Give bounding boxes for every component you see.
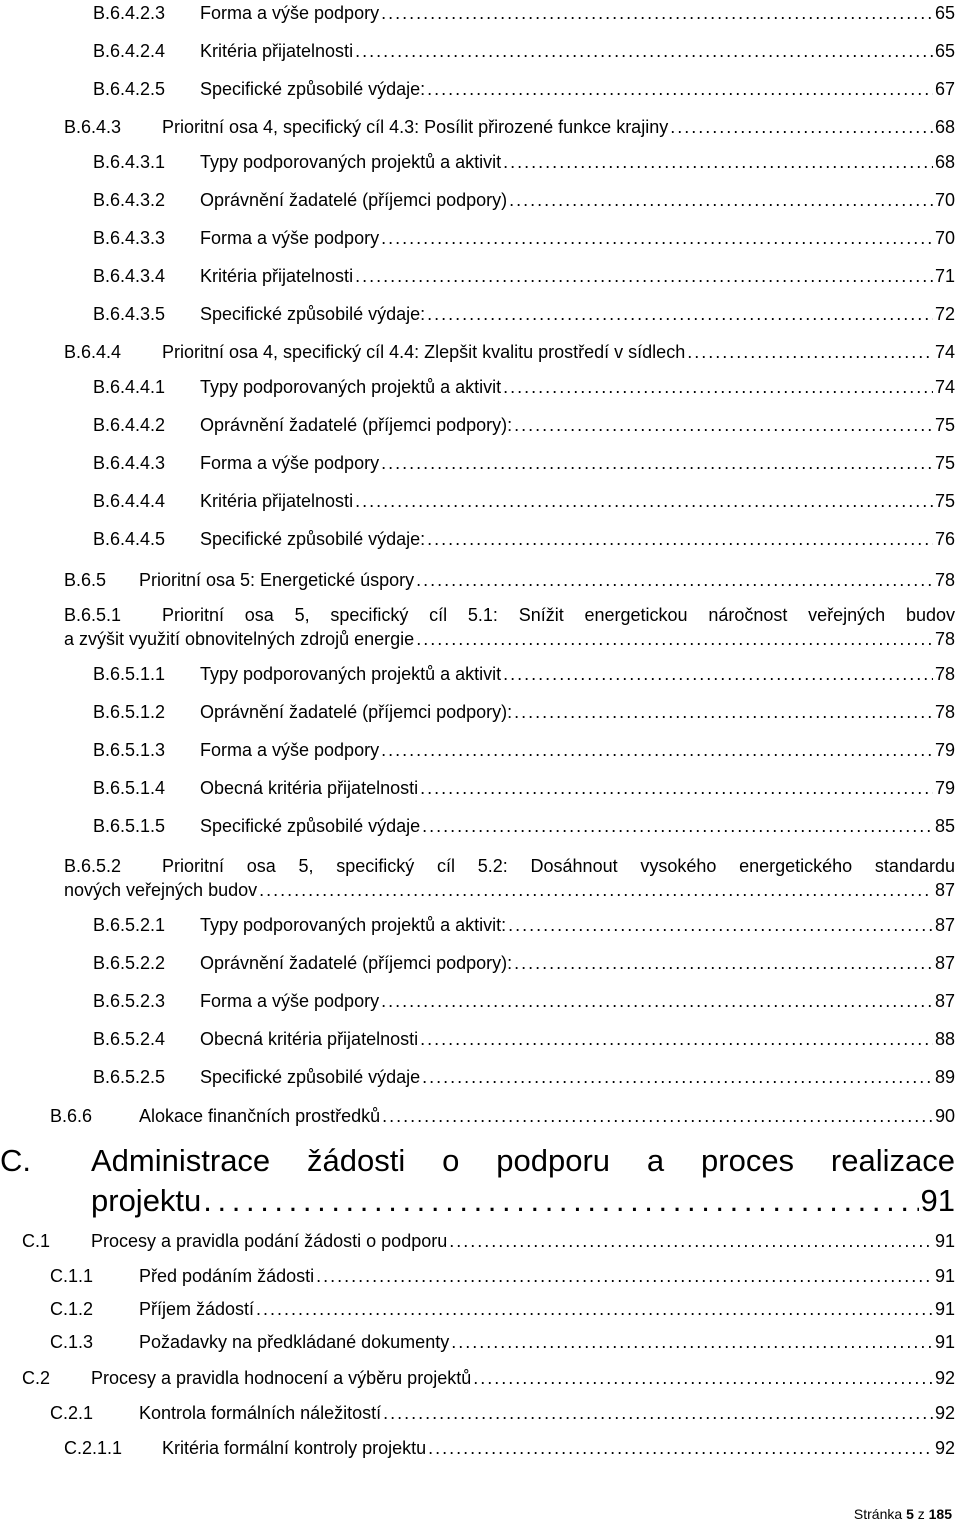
toc-entry-page: 76 bbox=[934, 529, 955, 549]
toc-entry-number: B.6.4.4 bbox=[64, 342, 122, 362]
toc-dot-leader bbox=[381, 226, 933, 250]
toc-entry-title: Administrace žádosti o podporu a proces realizace bbox=[91, 1143, 955, 1178]
toc-entry-title-continued: projektu bbox=[91, 1183, 202, 1218]
toc-entry[interactable] bbox=[0, 375, 960, 399]
toc-dot-leader bbox=[514, 700, 933, 724]
toc-entry-number: B.6.4.4.2 bbox=[93, 415, 166, 435]
toc-entry-title-continued: nových veřejných budov bbox=[64, 880, 258, 900]
toc-entry-page: 75 bbox=[934, 415, 955, 435]
toc-entry[interactable] bbox=[0, 302, 960, 326]
toc-dot-leader bbox=[427, 302, 933, 326]
toc-entry-title: Prioritní osa 5, specifický cíl 5.2: Dosáhnout vysokého energetického standardu bbox=[162, 856, 955, 876]
toc-entry-title: Obecná kritéria přijatelnosti bbox=[200, 1029, 419, 1049]
toc-entry-title: Procesy a pravidla podání žádosti o podporu bbox=[91, 1231, 448, 1251]
toc-entry-title: Prioritní osa 5: Energetické úspory bbox=[139, 570, 415, 590]
toc-entry-title: Specifické způsobilé výdaje: bbox=[200, 304, 426, 324]
toc-entry-number: C.2.1.1 bbox=[64, 1438, 123, 1458]
toc-dot-leader bbox=[355, 489, 933, 513]
toc-dot-leader bbox=[355, 264, 933, 288]
toc-entry-title: Prioritní osa 4, specifický cíl 4.3: Posílit přirozené funkce krajiny bbox=[162, 117, 669, 137]
toc-entry-title: Oprávnění žadatelé (příjemci podpory): bbox=[200, 702, 513, 722]
toc-entry-page: 65 bbox=[934, 41, 955, 61]
toc-entry-title: Forma a výše podpory bbox=[200, 453, 380, 473]
toc-entry-title: Forma a výše podpory bbox=[200, 991, 380, 1011]
toc-dot-leader bbox=[427, 77, 933, 101]
toc-entry-page: 70 bbox=[934, 228, 955, 248]
toc-entry-title: Kritéria přijatelnosti bbox=[200, 41, 354, 61]
toc-entry-number: B.6.5.1.4 bbox=[93, 778, 166, 798]
toc-entry[interactable] bbox=[0, 527, 960, 551]
toc-dot-leader bbox=[381, 451, 933, 475]
toc-entry-page: 78 bbox=[934, 570, 955, 590]
toc-entry-page: 87 bbox=[934, 991, 955, 1011]
toc-entry-page: 65 bbox=[934, 3, 955, 23]
toc-entry-number: B.6.5.2.3 bbox=[93, 991, 166, 1011]
toc-entry[interactable] bbox=[0, 1264, 960, 1288]
toc-entry-page: 92 bbox=[934, 1403, 955, 1423]
toc-entry-page: 74 bbox=[934, 342, 955, 362]
toc-dot-leader bbox=[428, 1436, 933, 1460]
toc-entry-title: Specifické způsobilé výdaje bbox=[200, 1067, 421, 1087]
toc-entry[interactable] bbox=[0, 1436, 960, 1460]
toc-dot-leader bbox=[422, 1065, 933, 1089]
toc-entry-page: 91 bbox=[920, 1183, 955, 1218]
toc-entry[interactable] bbox=[0, 1, 960, 25]
toc-entry-title: Specifické způsobilé výdaje bbox=[200, 816, 421, 836]
toc-entry[interactable] bbox=[0, 1229, 960, 1253]
toc-entry-title: Obecná kritéria přijatelnosti bbox=[200, 778, 419, 798]
toc-entry-title: Požadavky na předkládané dokumenty bbox=[139, 1332, 450, 1352]
toc-entry-number: B.6.4.3.5 bbox=[93, 304, 166, 324]
toc-dot-leader bbox=[381, 1, 933, 25]
toc-dot-leader bbox=[256, 1297, 933, 1321]
toc-entry-number: B.6.5.2.5 bbox=[93, 1067, 166, 1087]
toc-entry-page: 87 bbox=[934, 953, 955, 973]
toc-dot-leader bbox=[416, 568, 933, 592]
toc-entry-number: C.2 bbox=[22, 1368, 51, 1388]
toc-dot-leader bbox=[422, 814, 933, 838]
toc-entry[interactable] bbox=[0, 451, 960, 475]
toc-dot-leader bbox=[427, 527, 933, 551]
toc-entry-number: B.6.4.3.2 bbox=[93, 190, 166, 210]
toc-entry-page: 91 bbox=[934, 1299, 955, 1319]
toc-entry-number: B.6.4.2.3 bbox=[93, 3, 166, 23]
toc-dot-leader bbox=[451, 1330, 933, 1354]
toc-dot-leader bbox=[503, 375, 933, 399]
toc-entry-page: 71 bbox=[934, 266, 955, 286]
toc-entry[interactable] bbox=[0, 854, 960, 900]
toc-entry-number: C.1.3 bbox=[50, 1332, 94, 1352]
toc-entry-page: 87 bbox=[934, 915, 955, 935]
toc-entry[interactable] bbox=[0, 489, 960, 513]
toc-entry-title: Specifické způsobilé výdaje: bbox=[200, 79, 426, 99]
toc-entry-title: Procesy a pravidla hodnocení a výběru projektů bbox=[91, 1368, 472, 1388]
toc-dot-leader bbox=[514, 951, 933, 975]
toc-entry-title: Forma a výše podpory bbox=[200, 3, 380, 23]
toc-entry[interactable] bbox=[0, 1297, 960, 1321]
toc-entry-title: Typy podporovaných projektů a aktivit bbox=[200, 377, 502, 397]
toc-dot-leader bbox=[420, 776, 933, 800]
toc-entry-page: 72 bbox=[934, 304, 955, 324]
toc-entry[interactable] bbox=[0, 413, 960, 437]
toc-entry[interactable] bbox=[0, 1142, 960, 1222]
toc-entry[interactable] bbox=[0, 264, 960, 288]
toc-entry-page: 74 bbox=[934, 377, 955, 397]
toc-entry[interactable] bbox=[0, 115, 960, 139]
toc-entry-page: 90 bbox=[934, 1106, 955, 1126]
toc-entry-page: 87 bbox=[934, 880, 955, 900]
toc-entry-page: 79 bbox=[934, 778, 955, 798]
toc-entry-number: B.6.4.4.3 bbox=[93, 453, 166, 473]
toc-entry[interactable] bbox=[0, 662, 960, 686]
toc-entry-title: Kontrola formálních náležitostí bbox=[139, 1403, 382, 1423]
toc-dot-leader bbox=[449, 1229, 933, 1253]
toc-entry[interactable] bbox=[0, 1330, 960, 1354]
toc-entry-number: B.6.5.2.2 bbox=[93, 953, 166, 973]
toc-entry-number: B.6.4.3.4 bbox=[93, 266, 166, 286]
toc-dot-leader bbox=[383, 1401, 933, 1425]
toc-entry[interactable] bbox=[0, 603, 960, 649]
toc-entry-title: Forma a výše podpory bbox=[200, 740, 380, 760]
toc-dot-leader bbox=[503, 150, 933, 174]
toc-entry[interactable] bbox=[0, 913, 960, 937]
toc-dot-leader bbox=[670, 115, 933, 139]
toc-entry[interactable] bbox=[0, 1104, 960, 1128]
toc-dot-leader bbox=[473, 1366, 933, 1390]
toc-dot-leader bbox=[381, 989, 933, 1013]
toc-entry-number: C.1.1 bbox=[50, 1266, 94, 1286]
toc-entry-number: B.6.4.3 bbox=[64, 117, 122, 137]
toc-entry[interactable] bbox=[0, 1027, 960, 1051]
toc-entry-page: 79 bbox=[934, 740, 955, 760]
toc-entry[interactable] bbox=[0, 951, 960, 975]
toc-entry-number: B.6.5.2.1 bbox=[93, 915, 166, 935]
toc-entry-number: B.6.5.1.2 bbox=[93, 702, 166, 722]
toc-entry-page: 68 bbox=[934, 117, 955, 137]
toc-entry-page: 91 bbox=[934, 1266, 955, 1286]
toc-entry[interactable] bbox=[0, 340, 960, 364]
toc-entry[interactable] bbox=[0, 568, 960, 592]
toc-entry-number: B.6.4.2.4 bbox=[93, 41, 166, 61]
toc-entry[interactable] bbox=[0, 1065, 960, 1089]
toc-entry[interactable] bbox=[0, 1366, 960, 1390]
toc-entry-title: Specifické způsobilé výdaje: bbox=[200, 529, 426, 549]
toc-dot-leader bbox=[509, 188, 933, 212]
toc-entry-page: 92 bbox=[934, 1368, 955, 1388]
toc-entry-number: C.1.2 bbox=[50, 1299, 94, 1319]
footer-separator: z bbox=[917, 1506, 925, 1522]
toc-entry[interactable] bbox=[0, 1401, 960, 1425]
toc-entry-number: B.6.5.1.3 bbox=[93, 740, 166, 760]
toc-entry-number: B.6.5.2.4 bbox=[93, 1029, 166, 1049]
footer-current-page: 5 bbox=[906, 1506, 914, 1522]
toc-entry-page: 75 bbox=[934, 453, 955, 473]
toc-dot-leader bbox=[687, 340, 933, 364]
toc-entry-number: C.2.1 bbox=[50, 1403, 94, 1423]
toc-entry-title: Oprávnění žadatelé (příjemci podpory): bbox=[200, 415, 513, 435]
toc-entry-page: 89 bbox=[934, 1067, 955, 1087]
toc-entry-title: Typy podporovaných projektů a aktivit bbox=[200, 152, 502, 172]
page-footer bbox=[854, 1505, 952, 1523]
toc-entry-title: Kritéria formální kontroly projektu bbox=[162, 1438, 427, 1458]
toc-entry-number: B.6.4.3.1 bbox=[93, 152, 166, 172]
toc-entry-number: B.6.4.2.5 bbox=[93, 79, 166, 99]
toc-entry-number: B.6.4.3.3 bbox=[93, 228, 166, 248]
toc-entry-page: 91 bbox=[934, 1231, 955, 1251]
toc-dot-leader bbox=[381, 738, 933, 762]
toc-entry-title-continued: a zvýšit využití obnovitelných zdrojů energie bbox=[64, 629, 415, 649]
toc-entry-title: Typy podporovaných projektů a aktivit: bbox=[200, 915, 507, 935]
toc-entry-number: B.6.6 bbox=[50, 1106, 93, 1126]
toc-entry-number: B.6.5 bbox=[64, 570, 107, 590]
toc-entry[interactable] bbox=[0, 776, 960, 800]
toc-dot-leader bbox=[259, 878, 933, 902]
toc-entry-title: Typy podporovaných projektů a aktivit bbox=[200, 664, 502, 684]
toc-entry-number: B.6.5.1 bbox=[64, 605, 122, 625]
toc-entry-page: 78 bbox=[934, 629, 955, 649]
toc-entry-number: B.6.4.4.1 bbox=[93, 377, 166, 397]
toc-entry[interactable] bbox=[0, 150, 960, 174]
toc-entry-title: Alokace finančních prostředků bbox=[139, 1106, 381, 1126]
toc-dot-leader bbox=[203, 1182, 918, 1220]
toc-entry-title: Kritéria přijatelnosti bbox=[200, 491, 354, 511]
toc-entry-page: 68 bbox=[934, 152, 955, 172]
toc-entry-page: 78 bbox=[934, 664, 955, 684]
toc-dot-leader bbox=[514, 413, 933, 437]
toc-entry-title: Prioritní osa 5, specifický cíl 5.1: Snížit energetickou náročnost veřejných budov bbox=[162, 605, 955, 625]
toc-entry[interactable] bbox=[0, 39, 960, 63]
toc-entry-title: Prioritní osa 4, specifický cíl 4.4: Zlepšit kvalitu prostředí v sídlech bbox=[162, 342, 686, 362]
toc-entry-page: 88 bbox=[934, 1029, 955, 1049]
toc-entry-title: Oprávnění žadatelé (příjemci podpory) bbox=[200, 190, 508, 210]
toc-dot-leader bbox=[420, 1027, 933, 1051]
toc-entry[interactable] bbox=[0, 77, 960, 101]
toc-dot-leader bbox=[416, 627, 933, 651]
toc-entry[interactable] bbox=[0, 700, 960, 724]
toc-entry-page: 91 bbox=[934, 1332, 955, 1352]
toc-entry-number: B.6.5.1.1 bbox=[93, 664, 166, 684]
toc-entry-number: B.6.5.2 bbox=[64, 856, 122, 876]
footer-total-pages: 185 bbox=[928, 1506, 952, 1522]
toc-entry-page: 78 bbox=[934, 702, 955, 722]
toc-entry-page: 92 bbox=[934, 1438, 955, 1458]
toc-entry-number: B.6.4.4.5 bbox=[93, 529, 166, 549]
footer-label: Stránka bbox=[853, 1506, 903, 1522]
toc-entry-title: Před podáním žádosti bbox=[139, 1266, 315, 1286]
toc-entry[interactable] bbox=[0, 226, 960, 250]
toc-dot-leader bbox=[316, 1264, 933, 1288]
toc-entry-title: Kritéria přijatelnosti bbox=[200, 266, 354, 286]
toc-entry[interactable] bbox=[0, 989, 960, 1013]
toc-entry-page: 75 bbox=[934, 491, 955, 511]
toc-dot-leader bbox=[508, 913, 933, 937]
toc-dot-leader bbox=[503, 662, 933, 686]
toc-entry[interactable] bbox=[0, 188, 960, 212]
toc-dot-leader bbox=[355, 39, 933, 63]
toc-dot-leader bbox=[382, 1104, 933, 1128]
toc-entry[interactable] bbox=[0, 814, 960, 838]
toc-entry[interactable] bbox=[0, 738, 960, 762]
toc-entry-page: 85 bbox=[934, 816, 955, 836]
toc-entry-title: Příjem žádostí bbox=[139, 1299, 255, 1319]
toc-entry-page: 70 bbox=[934, 190, 955, 210]
toc-entry-number: C. bbox=[0, 1143, 31, 1178]
toc-entry-title: Oprávnění žadatelé (příjemci podpory): bbox=[200, 953, 513, 973]
toc-entry-number: B.6.5.1.5 bbox=[93, 816, 166, 836]
toc-entry-number: C.1 bbox=[22, 1231, 51, 1251]
toc-entry-page: 67 bbox=[934, 79, 955, 99]
toc-entry-title: Forma a výše podpory bbox=[200, 228, 380, 248]
toc-entry-number: B.6.4.4.4 bbox=[93, 491, 166, 511]
